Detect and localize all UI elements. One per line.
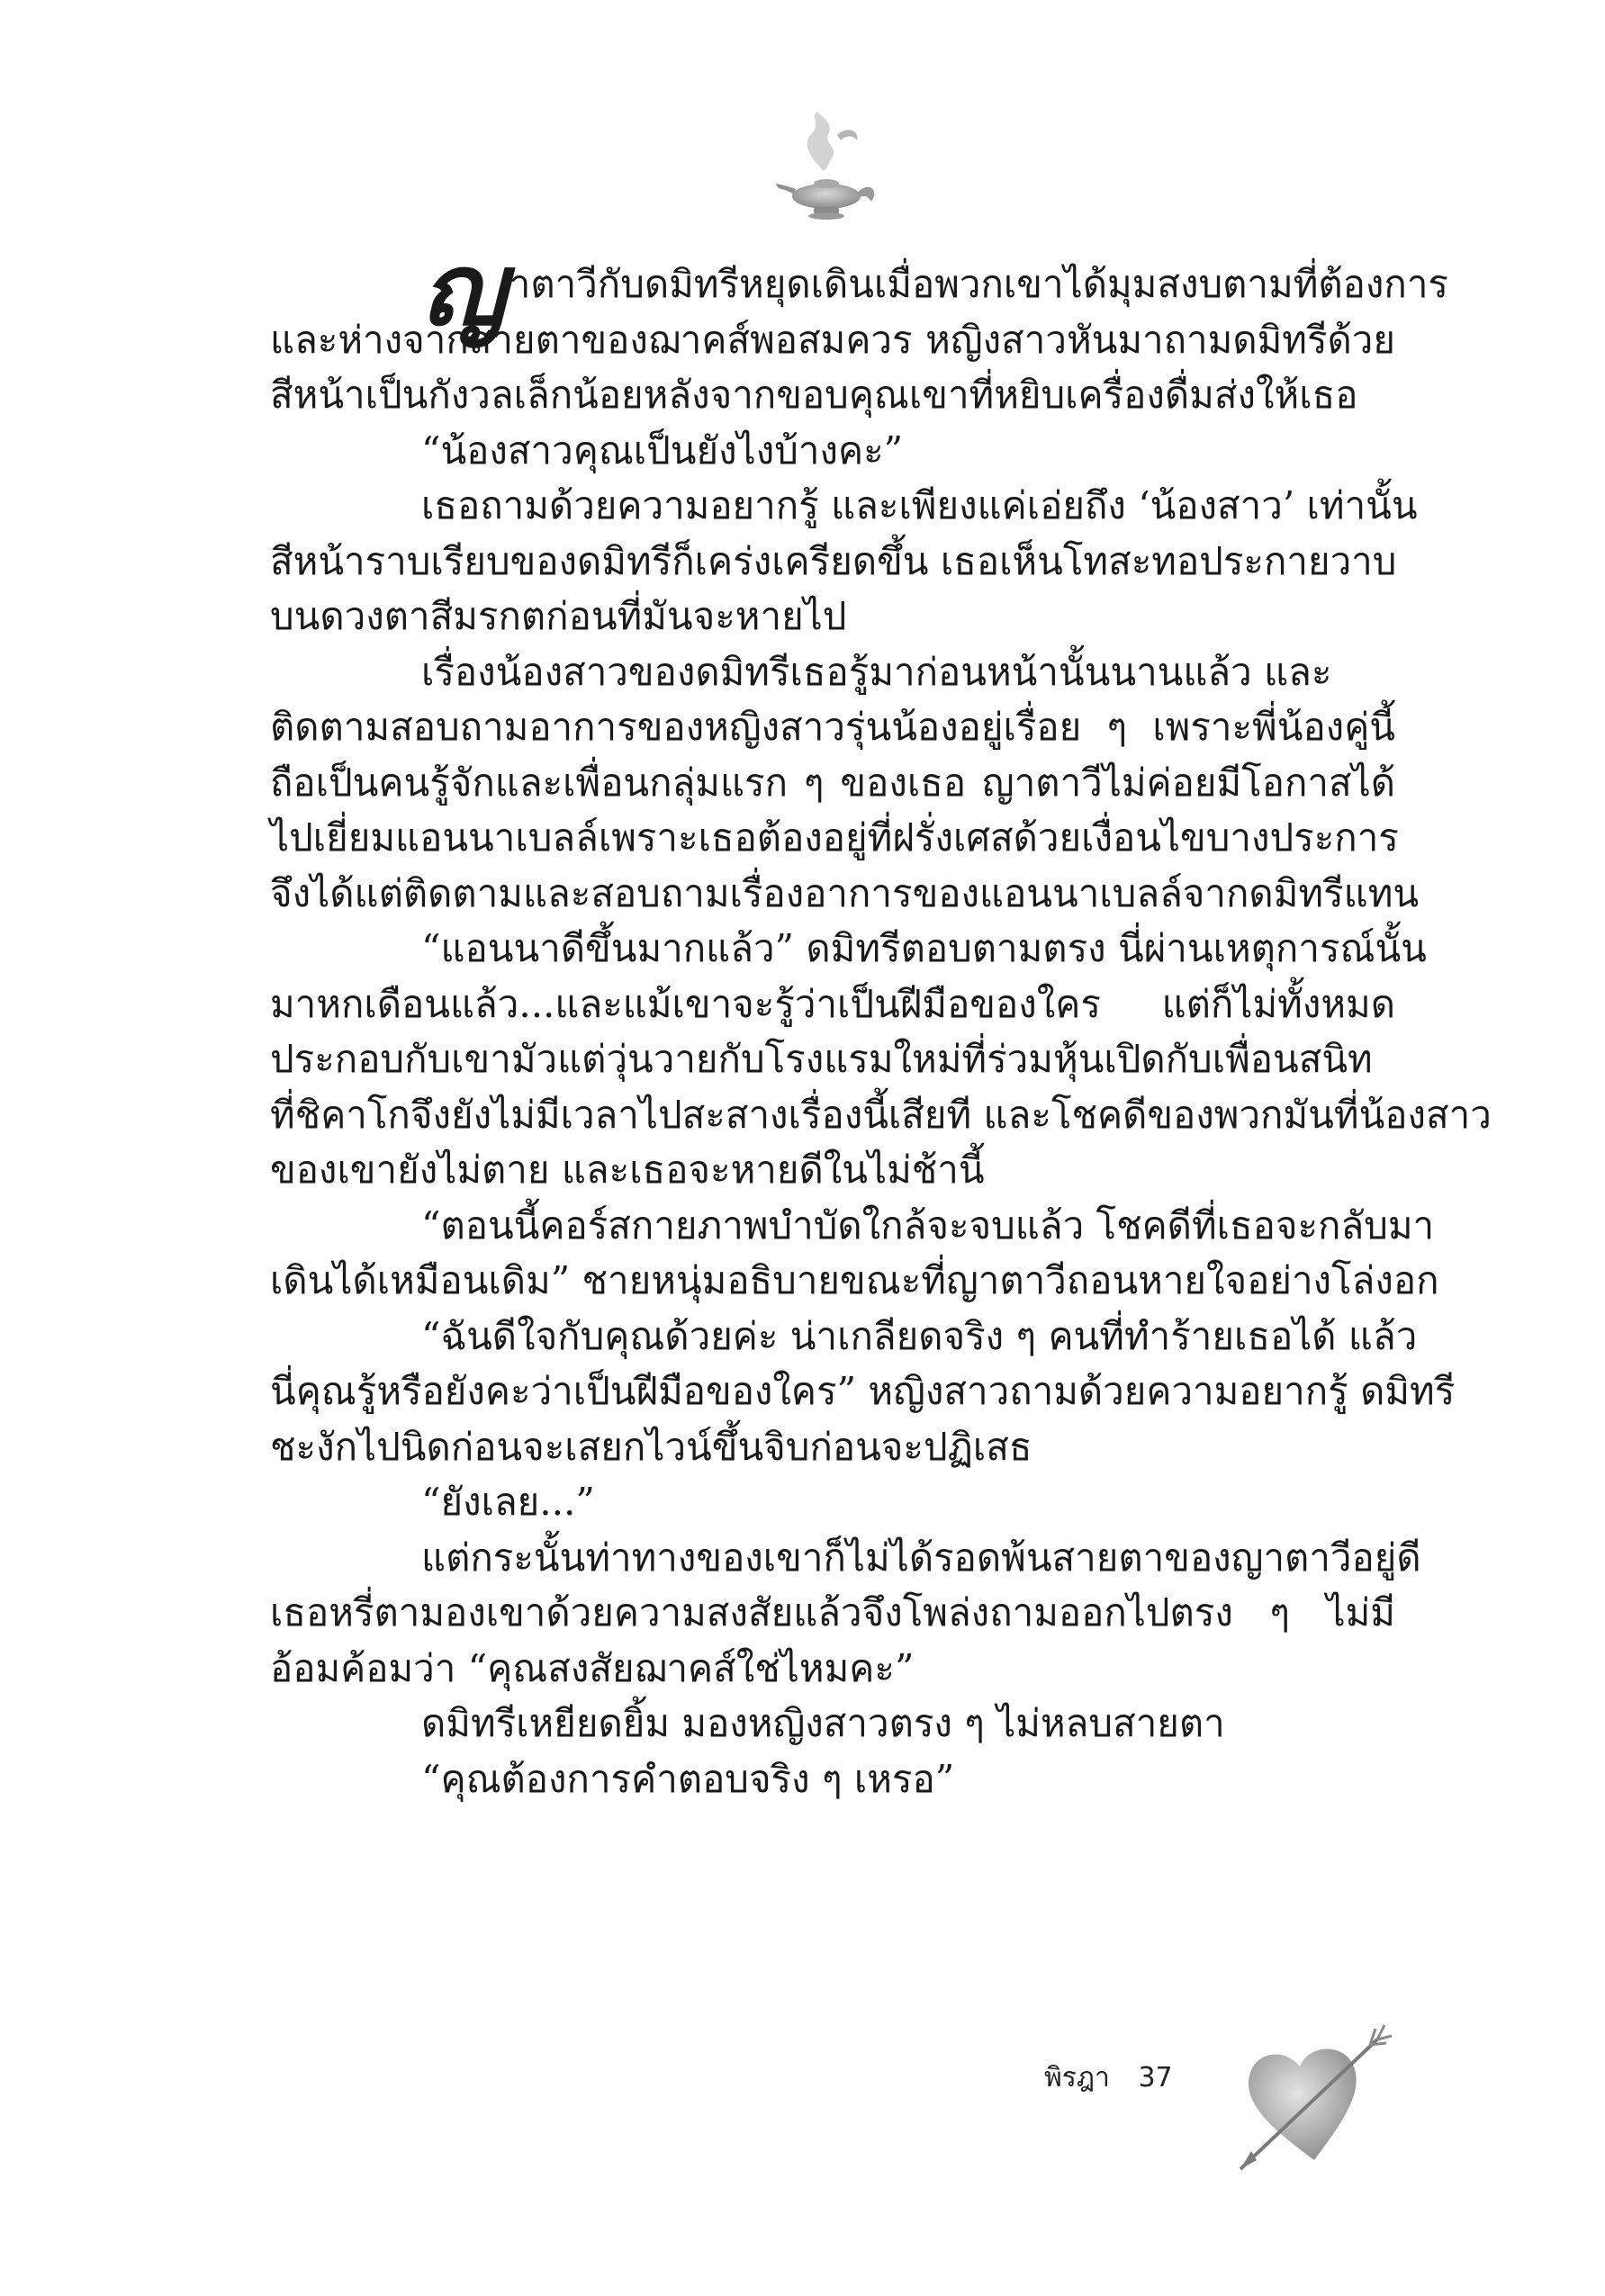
text-line: และห่างจากสายตาของฌาคส์พอสมควร หญิงสาวหันมาถามดมิทรีด้วย bbox=[270, 317, 1395, 362]
text-line: ของเขายังไม่ตาย และเธอจะหายดีในไม่ช้านี้ bbox=[270, 1148, 985, 1192]
text-line: “แอนนาดีขึ้นมากแล้ว” ดมิทรีตอบตามตรง นี่ผ่านเหตุการณ์นั้น bbox=[421, 926, 1427, 970]
text-line: ไปเยี่ยมแอนนาเบลล์เพราะเธอต้องอยู่ที่ฝรั่งเศสด้วยเงื่อนไขบางประการ bbox=[270, 815, 1399, 860]
text-line: เธอถามด้วยความอยากรู้ และเพียงแค่เอ่ยถึง ‘น้องสาว’ เท่านั้น bbox=[421, 483, 1418, 527]
text-line: ที่ชิคาโกจึงยังไม่มีเวลาไปสะสางเรื่องนี้เสียที และโชคดีของพวกมันที่น้องสาว bbox=[270, 1092, 1492, 1137]
text-line: “ฉันดีใจกับคุณด้วยค่ะ น่าเกลียดจริง ๆ คนที่ทำร้ายเธอได้ แล้ว bbox=[421, 1313, 1418, 1358]
text-line: เธอหรี่ตามองเขาด้วยความสงสัยแล้วจึงโพล่งถามออกไปตรง ๆ ไม่มี bbox=[270, 1590, 1395, 1634]
author-name: พิรฎา bbox=[1044, 2062, 1110, 2093]
text-line: ถือเป็นคนรู้จักและเพื่อนกลุ่มแรก ๆ ของเธอ ญาตาวีไม่ค่อยมีโอกาสได้ bbox=[270, 760, 1395, 805]
body-text bbox=[270, 231, 1492, 1806]
text-line: เรื่องน้องสาวของดมิทรีเธอรู้มาก่อนหน้านั้นนานแล้ว และ bbox=[421, 649, 1332, 694]
text-line: ชะงักไปนิดก่อนจะเสยกไวน์ขึ้นจิบก่อนจะปฏิเสธ bbox=[270, 1424, 1032, 1469]
text-line: อ้อมค้อมว่า “คุณสงสัยฌาคส์ใช่ไหมคะ” bbox=[270, 1645, 915, 1690]
text-line: “ยังเลย...” bbox=[421, 1480, 595, 1524]
text-line: นี่คุณรู้หรือยังคะว่าเป็นฝีมือของใคร” หญิงสาวถามด้วยความอยากรู้ ดมิทรี bbox=[270, 1369, 1456, 1413]
text-line: าตาวีกับดมิทรีหยุดเดินเมื่อพวกเขาได้มุมสงบตามที่ต้องการ bbox=[509, 262, 1448, 306]
page-number: 37 bbox=[1138, 2062, 1173, 2093]
text-line: ติดตามสอบถามอาการของหญิงสาวรุ่นน้องอยู่เรื่อย ๆ เพราะพี่น้องคู่นี้ bbox=[270, 705, 1395, 749]
text-line: ประกอบกับเขามัวแต่วุ่นวายกับโรงแรมใหม่ที่ร่วมหุ้นเปิดกับเพื่อนสนิท bbox=[270, 1037, 1373, 1081]
text-line: บนดวงตาสีมรกตก่อนที่มันจะหายไป bbox=[270, 594, 847, 638]
text-line: แต่กระนั้นท่าทางของเขาก็ไม่ได้รอดพ้นสายตาของญาตาวีอยู่ดี bbox=[421, 1535, 1421, 1580]
text-line: มาหกเดือนแล้ว...และแม้เขาจะรู้ว่าเป็นฝีมือของใคร แต่ก็ไม่ทั้งหมด bbox=[270, 981, 1395, 1026]
text-line: “น้องสาวคุณเป็นยังไงบ้างคะ” bbox=[421, 428, 904, 473]
text-line: ดมิทรีเหยียดยิ้ม มองหญิงสาวตรง ๆ ไม่หลบสายตา bbox=[421, 1701, 1225, 1745]
text-line: “ตอนนี้คอร์สกายภาพบำบัดใกล้จะจบแล้ว โชคดีที่เธอจะกลับมา bbox=[421, 1202, 1435, 1247]
drop-cap: ญ bbox=[421, 231, 506, 347]
genie-lamp-icon bbox=[774, 108, 882, 225]
page-footer bbox=[1044, 2057, 1173, 2099]
text-line: สีหน้าราบเรียบของดมิทรีก็เคร่งเครียดขึ้น เธอเห็นโทสะทอประกายวาบ bbox=[270, 538, 1397, 583]
text-line: “คุณต้องการคำตอบจริง ๆ เหรอ” bbox=[421, 1756, 955, 1801]
text-line: สีหน้าเป็นกังวลเล็กน้อยหลังจากขอบคุณเขาที่หยิบเครื่องดื่มส่งให้เธอ bbox=[270, 373, 1358, 417]
text-line: เดินได้เหมือนเดิม” ชายหนุ่มอธิบายขณะที่ญาตาวีถอนหายใจอย่างโล่งอก bbox=[270, 1258, 1439, 1302]
heart-arrow-icon bbox=[1224, 2016, 1395, 2178]
text-line: จึงได้แต่ติดตามและสอบถามเรื่องอาการของแอนนาเบลล์จากดมิทรีแทน bbox=[270, 870, 1420, 915]
